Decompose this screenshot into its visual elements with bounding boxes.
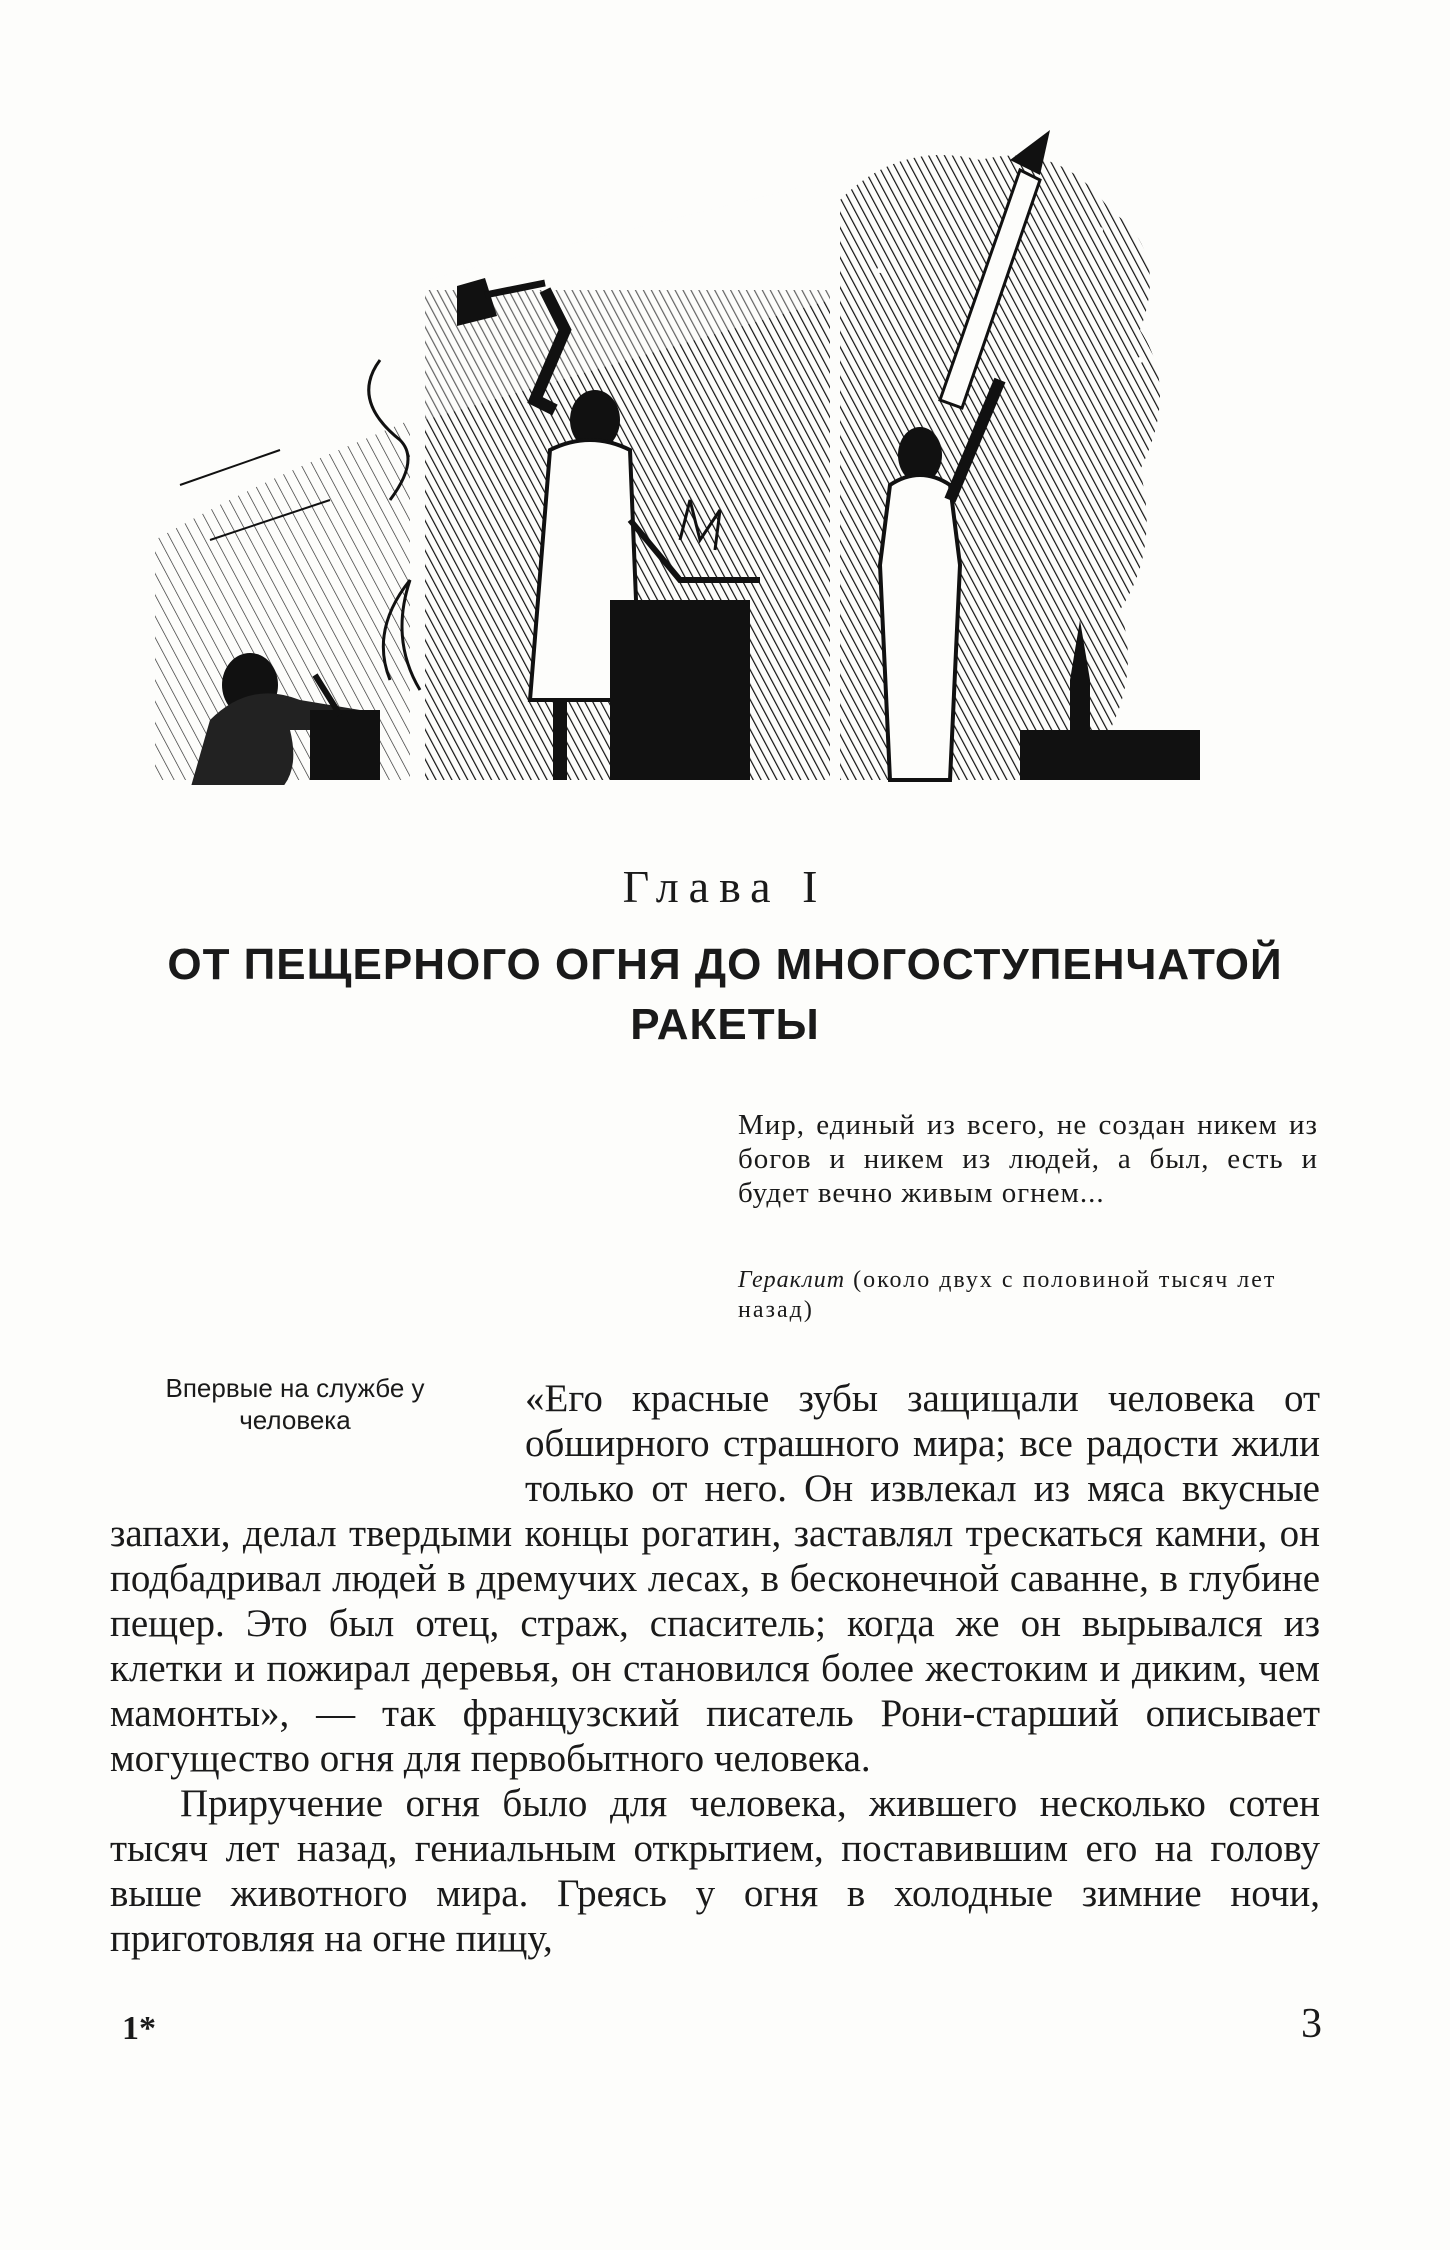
blacksmith-panel (425, 180, 830, 780)
paragraph-1: «Его красные зубы защищали человека от обширного страшного мира; все радости жили только от него. Он извлекал из мяса вкусные запахи, делал твердыми концы рогатин, заставлял трескаться камни, он подбадривал людей в дремучих лесах, в бесконечной саванне, в глубине пещер. Это был отец, страж, спаситель; когда же он вырывался из клетки и пожирал деревья, он становился более жестоким и диким, чем мамонты», — так французский писатель Рони-старший описывает могущество огня для первобытного человека. (110, 1377, 1320, 1780)
margin-note-space (110, 1376, 525, 1511)
epigraph-note: (около двух с половиной тысяч лет назад) (738, 1267, 1277, 1323)
epigraph-author: Гераклит (738, 1267, 846, 1293)
margin-note: Впервые на службе у человека (165, 1373, 425, 1435)
caveman-panel (155, 360, 420, 785)
chapter-title: ОТ ПЕЩЕРНОГО ОГНЯ ДО МНОГОСТУПЕНЧАТОЙ РАКЕТЫ (167, 940, 1283, 1049)
body-text (110, 1376, 1320, 1961)
signature-mark: 1* (122, 2010, 156, 2047)
chapter-illustration (140, 120, 1240, 785)
rocket-panel (840, 130, 1200, 780)
page-number: 3 (1301, 2001, 1322, 2047)
chapter-number: Глава I (622, 861, 828, 912)
paragraph-2: Приручение огня было для человека, жившего несколько сотен тысяч лет назад, гениальным открытием, поставившим его на голову выше животного мира. Греясь у огня в холодные зимние ночи, приготовляя на огне пищу, (110, 1782, 1320, 1960)
epigraph-attribution (738, 1265, 1318, 1325)
epigraph-text: Мир, единый из всего, не создан никем из богов и никем из людей, а был, есть и будет вечно живым огнем... (738, 1109, 1318, 1209)
